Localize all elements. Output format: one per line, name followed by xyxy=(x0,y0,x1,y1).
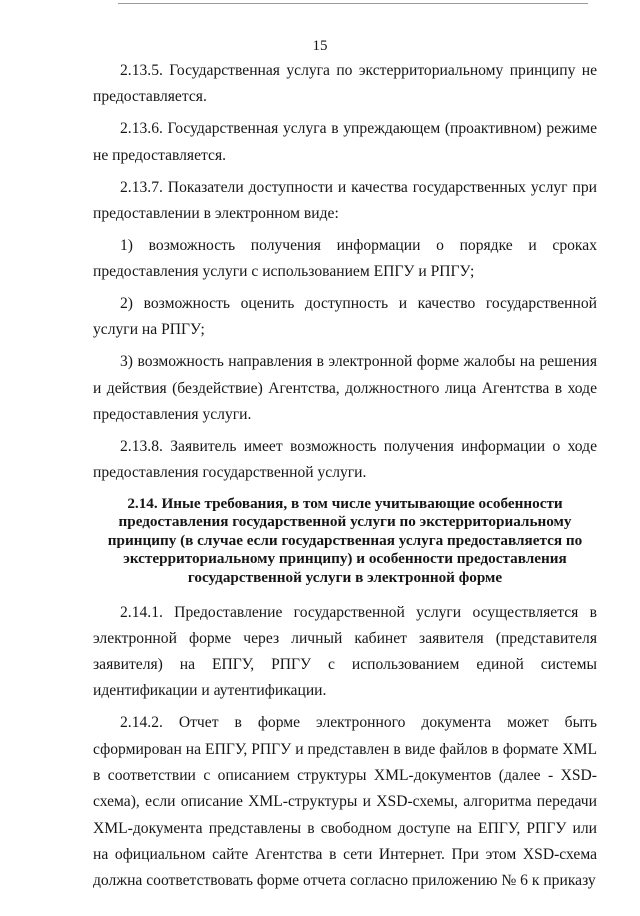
heading-line: государственной услуги в электронной форме xyxy=(187,568,503,586)
paragraph-2-13-7: 2.13.7. Показатели доступности и качества государственных услуг при предоставлении в электронном виде: xyxy=(93,178,597,222)
paragraph-2-13-6: 2.13.6. Государственная услуга в упреждающем (проактивном) режиме не предоставляется. xyxy=(93,120,597,164)
paragraph-2-13-5: 2.13.5. Государственная услуга по экстерриториальному принципу не предоставляется. xyxy=(93,62,597,106)
paragraph-2-13-8: 2.13.8. Заявитель имеет возможность получения информации о ходе предоставления государственной услуги. xyxy=(93,437,597,482)
section-heading-2-14 xyxy=(93,495,597,588)
paragraph-2-14-2: 2.14.2. Отчет в форме электронного документа может быть сформирован на ЕПГУ, РПГУ и представлен в виде файлов в формате XML в соответствии с описанием структуры XML-документов (далее - XSD-схема), если описание XML-структуры и XSD-схемы, алгоритма передачи XML-документа представлены в свободном доступе на ЕПГУ, РПГУ или на официальном сайте Агентства в сети Интернет. При этом XSD-схема должна соответствовать форме отчета согласно приложению № 6 к приказу xyxy=(93,714,597,890)
paragraph-2-14-1: 2.14.1. Предоставление государственной услуги осуществляется в электронной форме через личный кабинет заявителя (представителя заявителя) на ЕПГУ, РПГУ с использованием единой системы идентификации и аутентификации. xyxy=(93,603,597,700)
list-item-2: 2) возможность оценить доступность и качество государственной услуги на РПГУ; xyxy=(93,295,597,339)
heading-line: предоставления государственной услуги по экстерриториальному xyxy=(118,513,572,531)
heading-line: 2.14. Иные требования, в том числе учитывающие особенности xyxy=(127,494,563,512)
list-item-3: 3) возможность направления в электронной форме жалобы на решения и действия (бездействие) Агентства, должностного лица Агентства в ходе предоставления услуги. xyxy=(93,353,597,423)
document-body xyxy=(93,58,597,895)
heading-line: принципу (в случае если государственная услуга предоставляется по xyxy=(107,531,583,549)
page-number: 15 xyxy=(312,38,328,54)
top-edge-line xyxy=(118,3,588,4)
heading-line: экстерриториальному принципу) и особенности предоставления xyxy=(123,550,567,568)
list-item-1: 1) возможность получения информации о порядке и сроках предоставления услуги с использованием ЕПГУ и РПГУ; xyxy=(93,236,597,281)
